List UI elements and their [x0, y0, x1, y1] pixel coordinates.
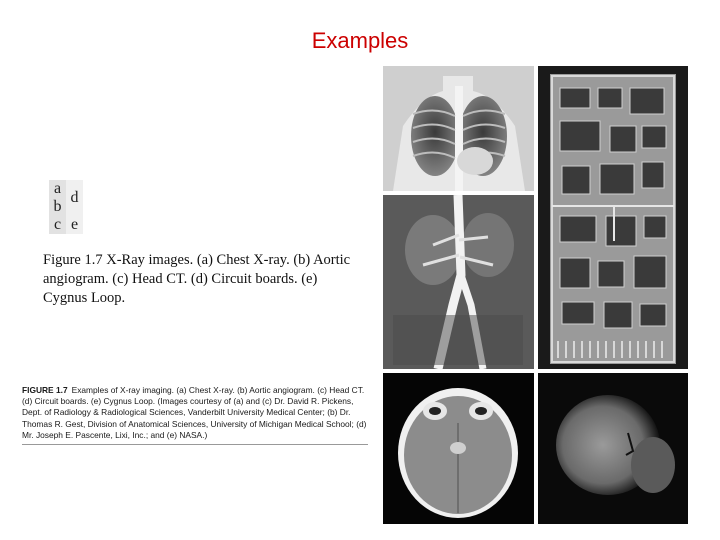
aortic-angiogram-image — [383, 195, 534, 369]
slide-title: Examples — [311, 28, 409, 53]
legend-cell-c: c — [49, 216, 66, 234]
legend-cell-d: d — [66, 180, 83, 216]
panel-legend-grid — [49, 180, 83, 234]
legend-cell-a: a — [49, 180, 66, 198]
book-figure-label: FIGURE 1.7 — [22, 385, 68, 395]
head-ct-image — [383, 373, 534, 524]
chest-xray-image — [383, 66, 534, 191]
book-figure-caption — [22, 385, 368, 445]
circuit-board-image — [538, 66, 688, 369]
cygnus-loop-image — [538, 373, 688, 524]
legend-cell-e: e — [66, 216, 83, 234]
figure-caption: Figure 1.7 X-Ray images. (a) Chest X-ray. (b) Aortic angiogram. (c) Head CT. (d) Circuit boards. (e) Cygnus Loop. — [43, 252, 351, 306]
legend-cell-b: b — [49, 198, 66, 216]
book-figure-text: Examples of X-ray imaging. (a) Chest X-ray. (b) Aortic angiogram. (c) Head CT. (d) Circuit boards. (e) Cygnus Loop. (Images courtesy of (a) and (c) Dr. David R. Pickens, Dept. of Radiology & Radiological Sciences, Vanderbilt University Medical Center; (b) Dr. Thomas R. Gest, Division of Anatomical Sciences, University of Michigan Medical School; (d) Mr. Joseph E. Pascente, Lixi, Inc.; and (e) NASA.) — [22, 385, 367, 440]
